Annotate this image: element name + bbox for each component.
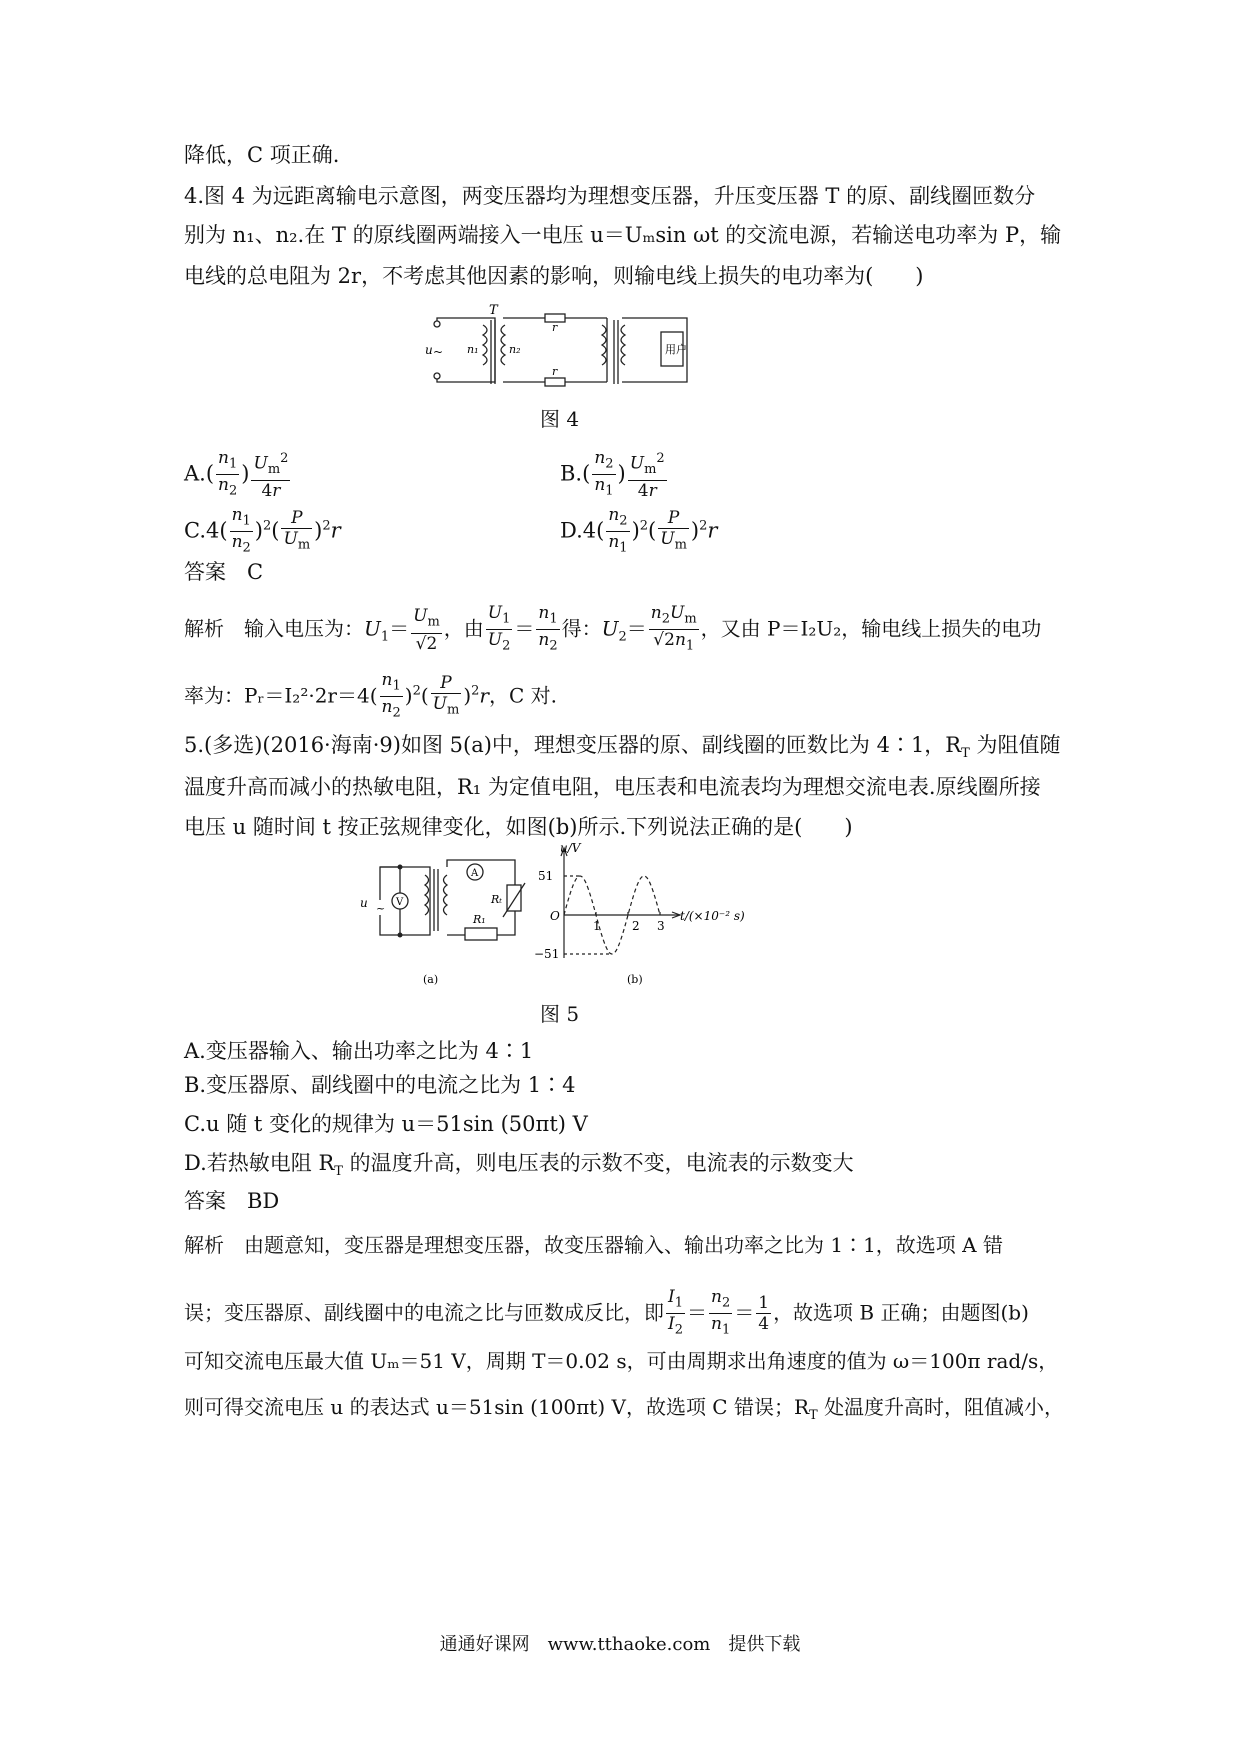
graph-y-max: 51 [538, 869, 554, 883]
label-u: u [425, 343, 433, 357]
option-b: B.( $\frac{n_2}{n_1}$ ) $\frac{U_m^2}{4r}$ [560, 448, 665, 501]
label-T: T [489, 303, 498, 318]
question-4-analysis-line-1: 解析 输入电压为：$U_1=$ $\frac{U_m}{√2}$ ，由 $\frac{U_1}{U_2}$ ＝ $\frac{n_1}{n_2}$ 得：$U_2=$ $\frac{n_2U_m}{√2n_1}$ ，又由 P＝I₂U₂，输电线上损失的电功 [184, 603, 1042, 654]
graph-y-min: −51 [534, 947, 560, 961]
svg-text:~: ~ [433, 345, 444, 359]
question-5-option-d: D.若热敏电阻 $R_T$ 的温度升高，则电压表的示数不变，电流表的示数变大 [184, 1151, 854, 1180]
question-5-line-2: 温度升高而减小的热敏电阻，R₁ 为定值电阻，电压表和电流表均为理想交流电表.原线圈所接 [184, 775, 1041, 799]
graph-y-label: u/V [560, 841, 581, 855]
voltmeter-label: V [396, 897, 404, 908]
subfigure-b-label: (b) [627, 973, 643, 986]
label-n1: n₁ [467, 343, 479, 356]
question-5-option-a: A.变压器输入、输出功率之比为 4∶1 [184, 1039, 534, 1063]
option-c: C.4( $\frac{n_1}{n_2}$ )$^2$( $\frac{P}{U_m}$ )$^2$r [184, 505, 341, 556]
subfigure-a-label: (a) [423, 973, 439, 986]
graph-x-tick-1: 1 [593, 919, 601, 933]
graph-x-tick-3: 3 [657, 919, 665, 933]
label-Rt: Rₜ [491, 893, 502, 906]
question-5-analysis-line-4: 则可得交流电压 u 的表达式 u＝51sin (100πt) V，故选项 C 错误；$R_T$ 处温度升高时，阻值减小， [184, 1395, 1065, 1423]
graph-x-tick-2: 2 [632, 919, 640, 933]
question-5-option-c: C.u 随 t 变化的规律为 u＝51sin (50πt) V [184, 1112, 588, 1136]
option-d: D.4( $\frac{n_2}{n_1}$ )$^2$( $\frac{P}{U_m}$ )$^2$r [560, 505, 718, 556]
graph-origin: O [550, 909, 560, 923]
question-4-line-3: 电线的总电阻为 2r，不考虑其他因素的影响，则输电线上损失的电功率为( ) [184, 264, 924, 288]
page-footer: 通通好课网 www.tthaoke.com 提供下载 [439, 1634, 801, 1655]
graph-x-label: t/(×10⁻² s) [680, 909, 745, 923]
question-4-analysis-line-2: 率为：Pᵣ＝I₂²·2r＝4( $\frac{n_1}{n_2}$ )$^2$( $\frac{P}{U_m}$ )$^2$r，C 对. [184, 670, 557, 721]
option-a: A.( $\frac{n_1}{n_2}$ ) $\frac{U_m^2}{4r}$ [184, 448, 289, 501]
question-5-analysis-line-1: 解析 由题意知，变压器是理想变压器，故变压器输入、输出功率之比为 1∶1，故选项 A 错 [184, 1233, 1003, 1257]
question-5-line-3: 电压 u 随时间 t 按正弦规律变化，如图(b)所示.下列说法正确的是( ) [184, 815, 853, 839]
question-5-analysis-line-2: 误；变压器原、副线圈中的电流之比与匝数成反比，即 $\frac{I_1}{I_2}$ ＝ $\frac{n_2}{n_1}$ ＝ $\frac{1}{4}$ ，故选项 B 正确；由题图(b) [184, 1287, 1029, 1338]
question-4-answer: 答案 C [184, 560, 264, 584]
label-user: 用户 [665, 343, 687, 356]
question-5-analysis-line-3: 可知交流电压最大值 Uₘ＝51 V，周期 T＝0.02 s，可由周期求出角速度的值为 ω＝100π rad/s， [184, 1349, 1059, 1373]
svg-text:~: ~ [376, 902, 386, 915]
label-R1: R₁ [473, 913, 486, 926]
label-r-top: r [552, 321, 558, 334]
figure-5a-circuit [355, 855, 530, 990]
question-4-line-1: 4.图 4 为远距离输电示意图，两变压器均为理想变压器，升压变压器 T 的原、副线圈匝数分 [184, 184, 1036, 208]
question-5-answer: 答案 BD [184, 1189, 280, 1213]
question-5-line-1: 5.(多选)(2016·海南·9)如图 5(a)中，理想变压器的原、副线圈的匝数比为 4∶1，$R_T$ 为阻值随 [184, 733, 1061, 762]
figure-5b-voltage-graph [532, 840, 762, 990]
question-5-option-b: B.变压器原、副线圈中的电流之比为 1∶4 [184, 1073, 576, 1097]
label-r-bottom: r [552, 365, 558, 378]
text-line-continuation: 降低，C 项正确. [184, 143, 340, 167]
label-u-5a: u [360, 896, 368, 910]
figure-4-transmission-diagram [425, 300, 720, 400]
question-4-line-2: 别为 n₁、n₂.在 T 的原线圈两端接入一电压 u＝Uₘsin ωt 的交流电源，若输送电功率为 P，输 [184, 223, 1062, 247]
figure-5-caption: 图 5 [540, 1002, 580, 1026]
ammeter-label: A [471, 868, 479, 879]
figure-4-caption: 图 4 [540, 407, 580, 431]
label-n2: n₂ [509, 343, 521, 356]
